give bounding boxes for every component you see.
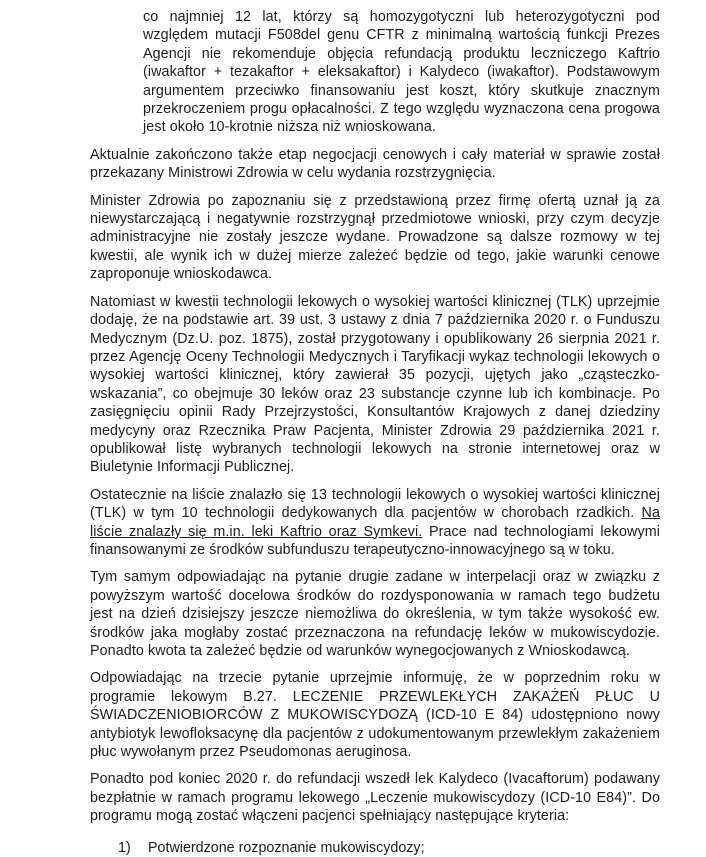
paragraph-5-underlined-sentence: Na liście znalazły się m.in. leki Kaftrio oraz Symkevi.	[90, 505, 660, 540]
paragraph-1: co najmniej 12 lat, którzy są homozygotyczni lub heterozygotyczni pod względem mutacji F508del genu CFTR z minimalną wartością funkcji Prezes Agencji nie rekomenduje objęcia refundacją produktu leczniczego Kaftrio (iwakaftor + tezakaftor + eleksakaftor) i Kalydeco (iwakaftor). Podstawowym argumentem przeciwko finansowaniu jest koszt, który skutkuje znacznym przekroczeniem progu opłacalności. Z tego względu wyznaczona cena progowa jest około 10-krotnie niższa niż wnioskowana.	[143, 9, 660, 136]
paragraph-5	[90, 486, 660, 560]
list-item-1-number: 1)	[118, 839, 131, 856]
paragraph-8: Ponadto pod koniec 2020 r. do refundacji wszedł lek Kalydeco (Ivacaftorum) podawany bezpłatnie w ramach programu lekowego „Leczenie mukowiscydozy (ICD-10 E84)”. Do programu mogą zostać włączeni pacjenci spełniający następujące kryteria:	[90, 771, 660, 825]
paragraph-4: Natomiast w kwestii technologii lekowych o wysokiej wartości klinicznej (TLK) uprzejmie dodaję, że na podstawie art. 39 ust. 3 ustawy z dnia 7 października 2020 r. o Funduszu Medycznym (Dz.U. poz. 1875), został przygotowany i opublikowany 26 sierpnia 2021 r. przez Agencję Oceny Technologii Medycznych i Taryfikacji wykaz technologii lekowych o wysokiej wartości klinicznej, który zawierał 35 pozycji, ujętych jako „cząsteczko-wskazania”, co obejmuje 30 leków oraz 23 substancje czynne lub ich kombinacje. Po zasięgnięciu opinii Rady Przejrzystości, Konsultantów Krajowych z danej dziedziny medycyny oraz Rzecznika Praw Pacjenta, Minister Zdrowia 29 października 2021 r. opublikował listę wybranych technologii lekowych na stronie internetowej oraz w Biuletynie Informacji Publicznej.	[90, 293, 660, 476]
paragraph-3: Minister Zdrowia po zapoznaniu się z przedstawioną przez firmę ofertą uznał ją za niewystarczającą i negatywnie rozstrzygnął przedmiotowe wnioski, przy czym decyzje administracyjne nie zostały jeszcze wydane. Prowadzone są dalsze rozmowy w tej kwestii, ale wynik ich w dużej mierze zależeć będzie od tego, jakie warunki cenowe zaproponuje wnioskodawca.	[90, 192, 660, 283]
paragraph-6: Tym samym odpowiadając na pytanie drugie zadane w interpelacji oraz w związku z powyższym wartość docelowa środków do rozdysponowania w ramach tego budżetu jest na dzień dzisiejszy jeszcze niemożliwa do określenia, w tym także wysokość ew. środków jaka mogłaby zostać przeznaczona na refundację leków w mukowiscydozie. Ponadto kwota ta zależeć będzie od warunków wynegocjowanych z Wnioskodawcą.	[90, 569, 660, 659]
paragraph-5-text-before: Ostatecznie na liście znalazło się 13 technologii lekowych o wysokiej wartości klinicznej (TLK) w tym 10 technologii dedykowanych dla pacjentów w chorobach rzadkich.	[90, 486, 660, 522]
paragraph-2: Aktualnie zakończono także etap negocjacji cenowych i cały materiał w sprawie został przekazany Ministrowi Zdrowia w celu wydania rozstrzygnięcia.	[90, 146, 660, 182]
list-item-1-text: Potwierdzone rozpoznanie mukowiscydozy;	[148, 839, 425, 856]
paragraph-5-text-after: Prace nad technologiami lekowymi finansowanymi ze środków subfunduszu terapeutyczno-innowacyjnego są w toku.	[90, 523, 660, 558]
list-item-1	[118, 839, 660, 857]
paragraph-7: Odpowiadając na trzecie pytanie uprzejmie informuję, że w poprzednim roku w programie lekowym B.27. LECZENIE PRZEWLEKŁYCH ZAKAŻEŃ PŁUC U ŚWIADCZENIOBIORCÓW Z MUKOWISCYDOZĄ (ICD-10 E 84) udostępniono nowy antybiotyk lewofloksacynę dla pacjentów z udokumentowanym przewlekłym zakażeniem płuc wywołanym przez Pseudomonas aeruginosa.	[90, 670, 660, 761]
